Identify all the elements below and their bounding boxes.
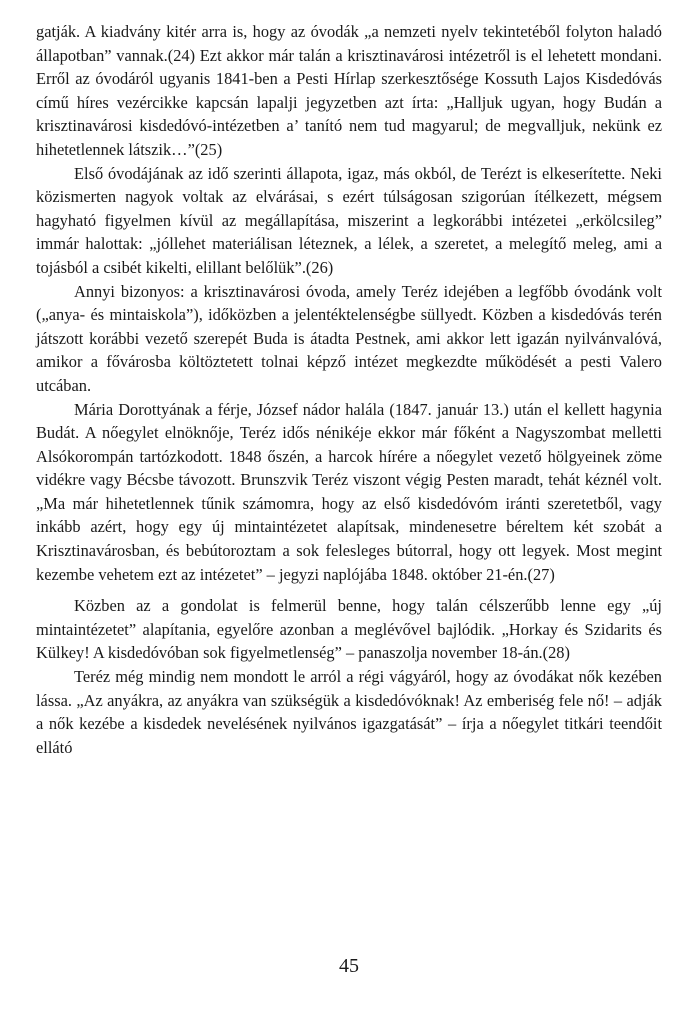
paragraph-6: Teréz még mindig nem mondott le arról a régi vágyáról, hogy az óvodákat nők kezében lássa. „Az anyákra, az anyákra van szükségük a kisdedóvóknak! Az emberiség fele nő! – adják a nők kezébe a kisdedek nevelésének nyilvános igazgatását” – írja a nőegylet titkári teendőit ellátó [36,667,662,757]
paragraph-2: Első óvodájának az idő szerinti állapota, igaz, más okból, de Terézt is elkeserítette. Neki közismerten nagyok voltak az elvárásai, s ezért túlságosan szigorúan ítélkezett, mégsem hagyható figyelmen kívül az megállapítása, miszerint a legkorábbi intézetei „erkölcsileg” immár halottak: „jóllehet materiálisan léteznek, a lélek, a szeretet, a melegítő meleg, ami a tojásból a csibét kikelti, elillant belőlük”.(26) [36,163,662,277]
paragraph-1: gatják. A kiadvány kitér arra is, hogy az óvodák „a nemzeti nyelv tekintetéből folyton haladó állapotban” vannak.(24) Ezt akkor már talán a krisztinavárosi intézetről is el lehetett mondani. Erről az óvodáról ugyanis 1841-ben a Pesti Hírlap szerkesztősége Kossuth Lajos Kisdedóvás című híres vezércikke kapcsán lapalji jegyzetben azt írta: „Halljuk ugyan, hogy Budán a krisztinavárosi kisdedóvó-intézetben a’ tanító nem tud magyarul; de megvalljuk, nekünk ez hihetetlennek látszik…”(25) [36,22,662,159]
page-number: 45 [339,955,359,977]
paragraph-5: Közben az a gondolat is felmerül benne, hogy talán célszerűbb lenne egy „új mintaintézetet” alapítania, egyelőre azonban a meglévővel bajlódik. „Horkay és Szidarits és Külkey! A kisdedóvóban sok figyelmetlenség” – panaszolja november 18-án.(28) [36,596,662,663]
body-text [36,20,662,759]
paragraph-3: Annyi bizonyos: a krisztinavárosi óvoda, amely Teréz idejében a legfőbb óvodánk volt („anya- és mintaiskola”), időközben a jelentéktelenségbe süllyedt. Közben a kisdedóvás terén játszott korábbi vezető szerepét Buda is átadta Pestnek, ami akkor lett igazán nyilvánvalóvá, amikor a fővárosba költöztetett tolnai képző intézet megkezdte működését a pesti Valero utcában. [36,281,662,395]
paragraph-4: Mária Dorottyának a férje, József nádor halála (1847. január 13.) után el kellett hagynia Budát. A nőegylet elnöknője, Teréz idős nénikéje ekkor már főként a Nagyszombat melletti Alsókorompán tartózkodott. 1848 őszén, a harcok hírére a nőegylet vezető hölgyeinek zöme vidékre vagy Bécsbe távozott. Brunszvik Teréz viszont végig Pesten maradt, tehát kéznél volt. „Ma már hihetetlennek tűnik számomra, hogy az első kisdedóvóm iránti szeretetből, vagy inkább azért, hogy egy új mintaintézetet alapítsak, mindenesetre béreltem két szobát a Krisztinavárosban, és bebútoroztam a sok felesleges bútorral, hogy ott legyek. Most megint kezembe vehetem ezt az intézetet” – jegyzi naplójába 1848. október 21-én.(27) [36,399,662,584]
